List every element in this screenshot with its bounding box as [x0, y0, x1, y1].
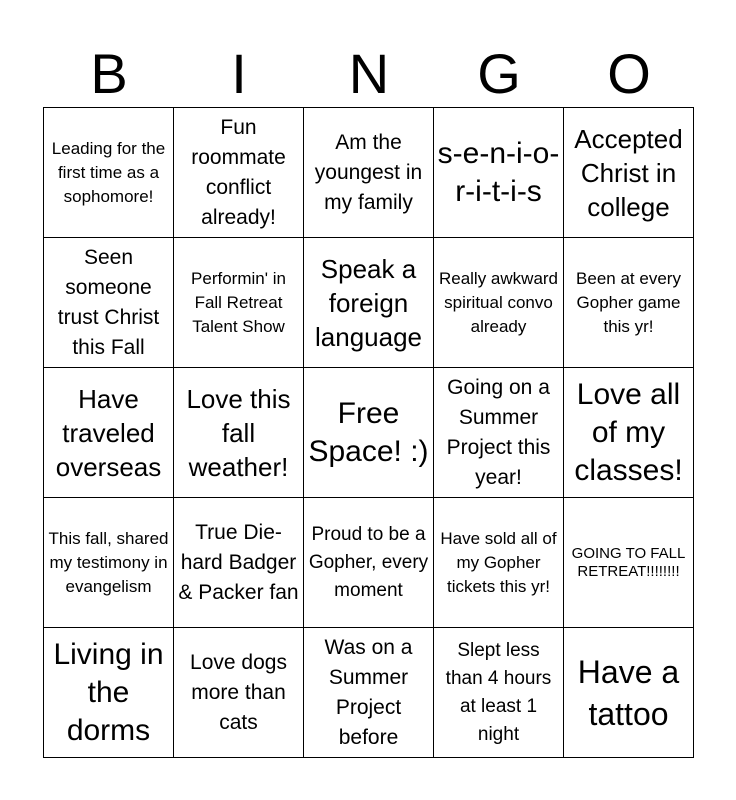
header-letter-i: I	[231, 42, 247, 105]
cell-text: Proud to be a Gopher, every moment	[308, 523, 429, 601]
cell-text: Was on a Summer Project before	[324, 635, 413, 749]
cell-text: This fall, shared my testimony in evangelism	[48, 528, 169, 596]
bingo-cell[interactable]	[564, 238, 694, 368]
cell-text: True Die-hard Badger & Packer fan	[178, 520, 299, 604]
bingo-cell[interactable]	[434, 368, 564, 498]
bingo-cell[interactable]	[564, 498, 694, 628]
bingo-cell[interactable]	[174, 238, 304, 368]
bingo-cell[interactable]	[304, 498, 434, 628]
bingo-cell[interactable]	[564, 628, 694, 758]
cell-text: Have sold all of my Gopher tickets this yr!	[440, 528, 557, 596]
cell-text: Love this fall weather!	[186, 383, 291, 482]
cell-text: GOING TO FALL RETREAT!!!!!!!!	[571, 544, 686, 580]
bingo-cell[interactable]	[44, 498, 174, 628]
bingo-cell[interactable]	[434, 628, 564, 758]
cell-text: Really awkward spiritual convo already	[438, 268, 559, 336]
bingo-cell[interactable]	[434, 498, 564, 628]
bingo-cell[interactable]	[44, 368, 174, 498]
bingo-cell[interactable]	[564, 108, 694, 238]
header-letter-o: O	[607, 42, 651, 105]
cell-text: Have traveled overseas	[55, 383, 162, 482]
bingo-cell[interactable]	[44, 238, 174, 368]
bingo-cell[interactable]	[44, 628, 174, 758]
bingo-grid	[43, 107, 694, 758]
cell-text: Seen someone trust Christ this Fall	[57, 245, 160, 359]
cell-text: Slept less than 4 hours at least 1 night	[445, 639, 552, 745]
bingo-cell[interactable]	[174, 368, 304, 498]
cell-text: Living in the dorms	[53, 637, 164, 747]
bingo-cell[interactable]	[434, 238, 564, 368]
cell-text: Am the youngest in my family	[314, 130, 423, 214]
cell-text: Been at every Gopher game this yr!	[576, 268, 681, 336]
header-letter-n: N	[348, 42, 390, 105]
cell-text: Love all of my classes!	[574, 377, 683, 487]
cell-text: Performin' in Fall Retreat Talent Show	[191, 268, 286, 336]
bingo-cell[interactable]	[174, 498, 304, 628]
cell-text: s-e-n-i-o-r-i-t-i-s	[437, 136, 560, 208]
bingo-cell[interactable]	[564, 368, 694, 498]
bingo-cell[interactable]	[174, 628, 304, 758]
bingo-cell[interactable]	[44, 108, 174, 238]
header-letter-g: G	[477, 42, 521, 105]
bingo-cell[interactable]	[304, 368, 434, 498]
bingo-cell[interactable]	[304, 238, 434, 368]
cell-text: Have a tattoo	[577, 653, 680, 732]
cell-text: Accepted Christ in college	[574, 123, 683, 222]
bingo-cell[interactable]	[434, 108, 564, 238]
cell-text: Fun roommate conflict already!	[191, 115, 286, 229]
bingo-header	[44, 40, 694, 108]
bingo-cell[interactable]	[174, 108, 304, 238]
header-letter-b: B	[90, 42, 128, 105]
bingo-cell[interactable]	[304, 108, 434, 238]
cell-text: Speak a foreign language	[315, 253, 422, 352]
cell-text: Leading for the first time as a sophomore!	[51, 138, 166, 206]
cell-text: Love dogs more than cats	[190, 650, 287, 734]
bingo-cell[interactable]	[304, 628, 434, 758]
cell-text: Going on a Summer Project this year!	[446, 375, 551, 489]
cell-text: Free Space! :)	[308, 396, 429, 468]
